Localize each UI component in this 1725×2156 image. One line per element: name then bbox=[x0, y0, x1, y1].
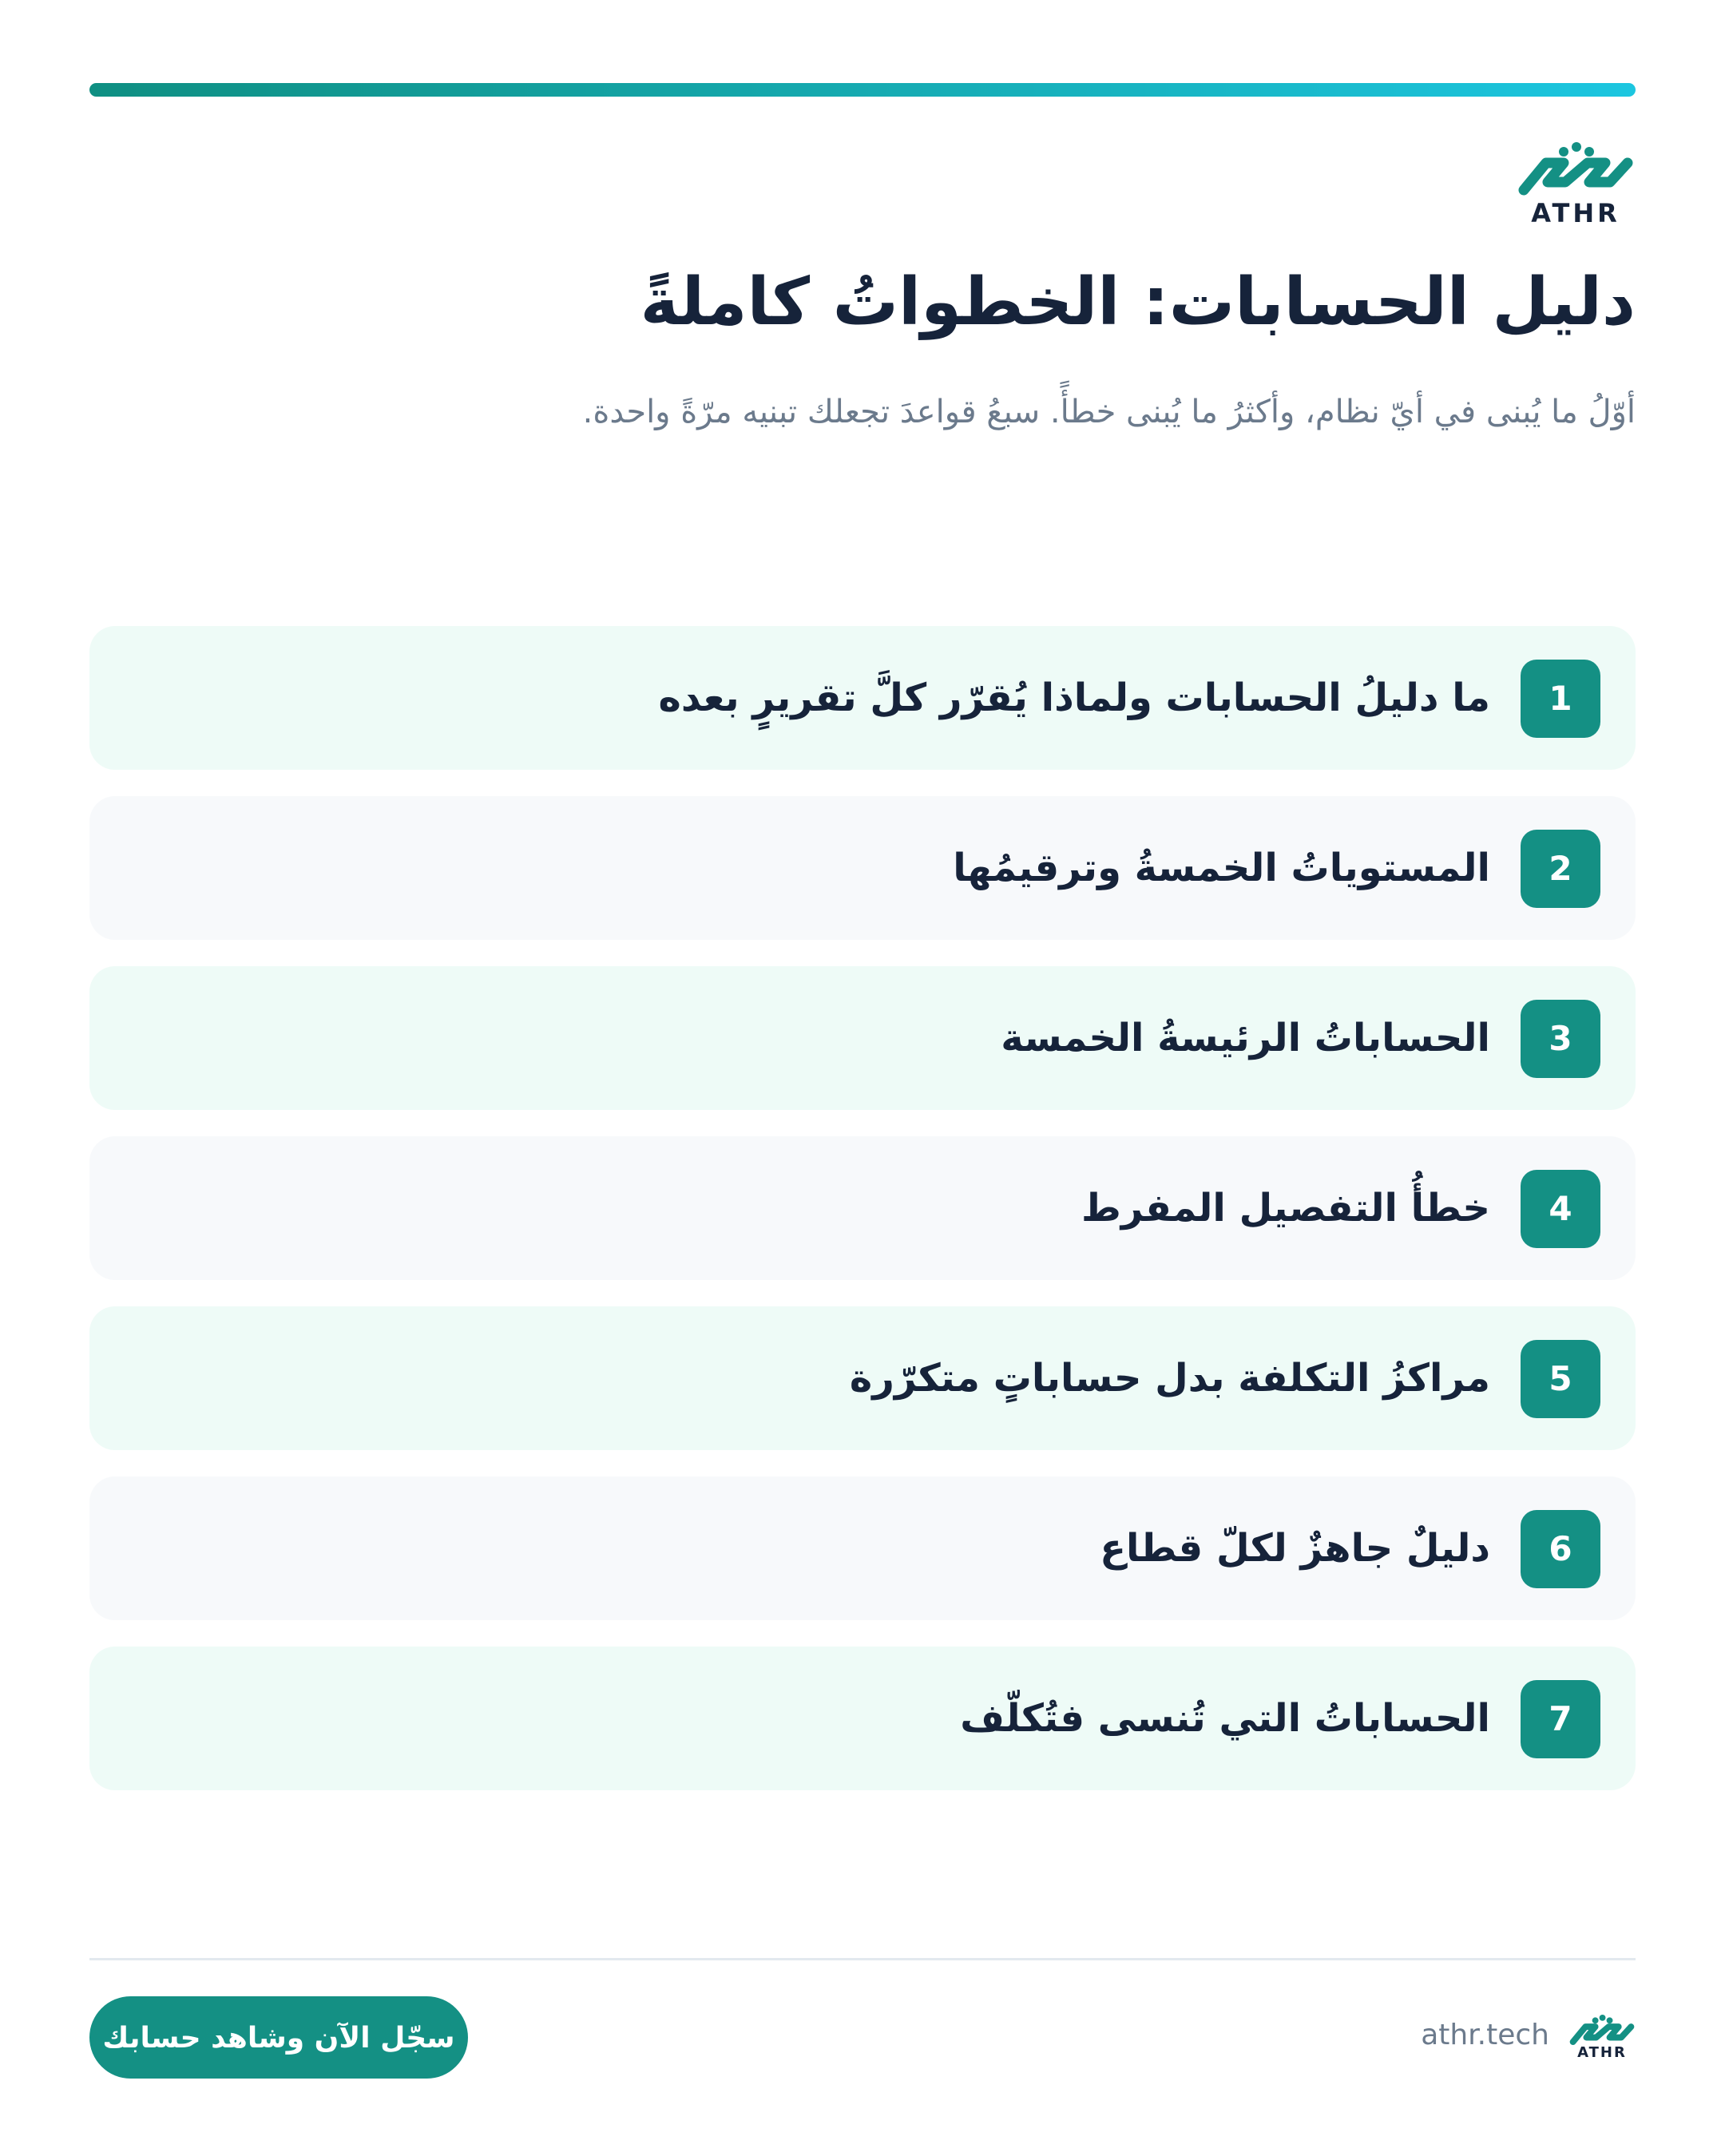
signup-cta-button[interactable]: سجّل الآن وشاهد حسابك bbox=[89, 1996, 468, 2079]
page-subtitle: أوّلُ ما يُبنى في أيّ نظام، وأكثرُ ما يُبنى خطأً. سبعُ قواعدَ تجعلك تبنيه مرّةً واحدة. bbox=[582, 394, 1636, 430]
step-item-2 bbox=[89, 796, 1636, 940]
logo-wordmark: ATHR bbox=[1531, 198, 1620, 228]
step-label: ما دليلُ الحسابات ولماذا يُقرّر كلَّ تقريرٍ بعده bbox=[658, 676, 1490, 720]
step-label: دليلٌ جاهزٌ لكلّ قطاع bbox=[1100, 1526, 1490, 1571]
footer-url[interactable]: athr.tech bbox=[1421, 2019, 1549, 2051]
step-item-5 bbox=[89, 1306, 1636, 1450]
athr-logo bbox=[1516, 141, 1636, 228]
footer-divider bbox=[89, 1958, 1636, 1960]
step-number-badge: 4 bbox=[1521, 1170, 1600, 1248]
page-title: دليل الحسابات: الخطواتُ كاملةً bbox=[640, 264, 1636, 340]
step-item-1 bbox=[89, 626, 1636, 770]
step-item-7 bbox=[89, 1647, 1636, 1790]
step-label: الحساباتُ الرئيسةُ الخمسة bbox=[1001, 1016, 1490, 1060]
step-number-badge: 6 bbox=[1521, 1510, 1600, 1588]
athr-logo-icon bbox=[1568, 2014, 1636, 2046]
step-item-4 bbox=[89, 1136, 1636, 1280]
step-label: الحساباتُ التي تُنسى فتُكلّف bbox=[960, 1696, 1490, 1741]
athr-logo-icon bbox=[1516, 141, 1636, 196]
footer-logo-wordmark: ATHR bbox=[1577, 2044, 1627, 2061]
step-number-badge: 1 bbox=[1521, 660, 1600, 738]
step-item-6 bbox=[89, 1476, 1636, 1620]
step-number-badge: 3 bbox=[1521, 1000, 1600, 1078]
steps-list bbox=[89, 626, 1636, 1817]
step-label: مراكزُ التكلفة بدل حساباتٍ متكرّرة bbox=[849, 1356, 1490, 1401]
top-accent-bar bbox=[89, 83, 1636, 97]
step-label: المستوياتُ الخمسةُ وترقيمُها bbox=[953, 846, 1490, 890]
step-number-badge: 2 bbox=[1521, 830, 1600, 908]
step-label: خطأُ التفصيل المفرط bbox=[1081, 1186, 1490, 1231]
step-number-badge: 7 bbox=[1521, 1680, 1600, 1758]
step-number-badge: 5 bbox=[1521, 1340, 1600, 1418]
footer-logo bbox=[1568, 2014, 1636, 2062]
step-item-3 bbox=[89, 966, 1636, 1110]
